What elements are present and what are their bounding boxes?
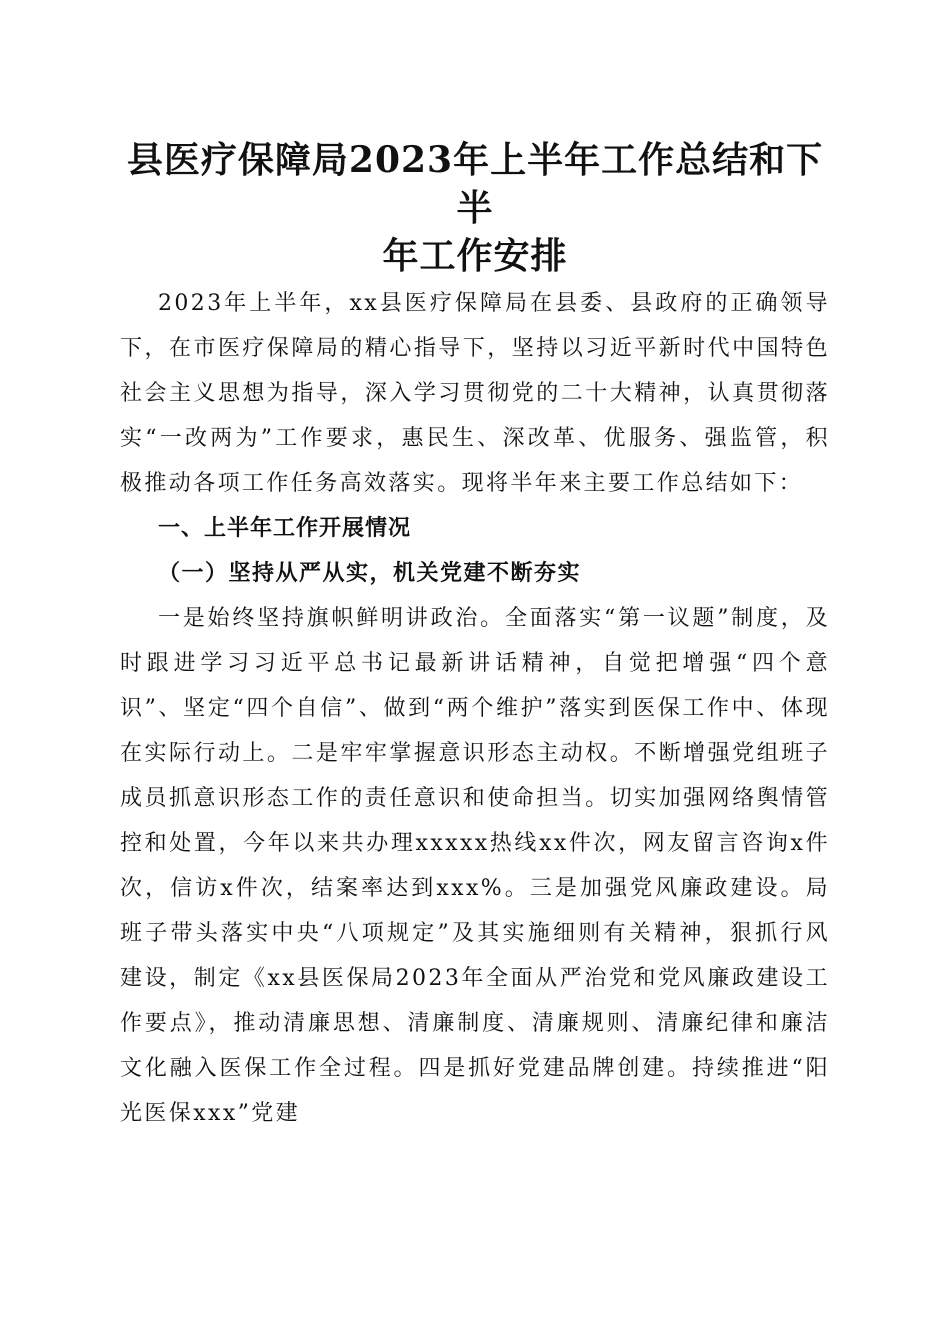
point-three-text: 局班子带头落实中央“八项规定”及其实施细则有关精神，狠抓行风建设，制定《xx县医保局2023年全面从严治党和党风廉政建设工作要点》，推动清廉思想、清廉制度、清廉规则、清廉纪律和廉洁文化融入医保工作全过程。 bbox=[120, 876, 831, 1081]
point-one-text: 全面落实“第一议题”制度，及时跟进学习习近平总书记最新讲话精神，自觉把增强“四个意识”、坚定“四个自信”、做到“两个维护”落实到医保工作中、体现在实际行动上。 bbox=[120, 606, 830, 766]
subsection-heading: （一）坚持从严从实，机关党建不断夯实 bbox=[158, 561, 582, 586]
point-one-lead: 一是始终坚持旗帜鲜明讲政治。 bbox=[158, 606, 505, 631]
title-line-1: 县医疗保障局2023年上半年工作总结和下半 bbox=[126, 139, 824, 229]
point-three-lead: 三是加强党风廉政建设。 bbox=[529, 876, 806, 901]
point-two-lead: 二是牢牢掌握意识形态主动权。 bbox=[291, 741, 635, 766]
intro-paragraph: 2023年上半年，xx县医疗保障局在县委、县政府的正确领导下，在市医疗保障局的精心指导下，坚持以习近平新时代中国特色社会主义思想为指导，深入学习贯彻党的二十大精神，认真贯彻落实“一改两为”工作要求，惠民生、深改革、优服务、强监管，积极推动各项工作任务高效落实。现将半年来主要工作总结如下： bbox=[120, 291, 830, 496]
document-body bbox=[120, 281, 830, 1136]
point-four-text: 持续推进“阳光医保xxx”党建 bbox=[120, 1056, 830, 1126]
document-title bbox=[120, 136, 830, 280]
point-four-lead: 四是抓好党建品牌创建。 bbox=[418, 1056, 692, 1081]
title-line-2: 年工作安排 bbox=[382, 235, 568, 277]
section-heading: 一、上半年工作开展情况 bbox=[158, 516, 412, 541]
party-building-paragraph bbox=[120, 596, 830, 1136]
point-two-text: 不断增强党组班子成员抓意识形态工作的责任意识和使命担当。切实加强网络舆情管控和处置，今年以来共办理xxxxx热线xx件次，网友留言咨询x件次，信访x件次，结案率达到xxx%。 bbox=[120, 741, 830, 901]
